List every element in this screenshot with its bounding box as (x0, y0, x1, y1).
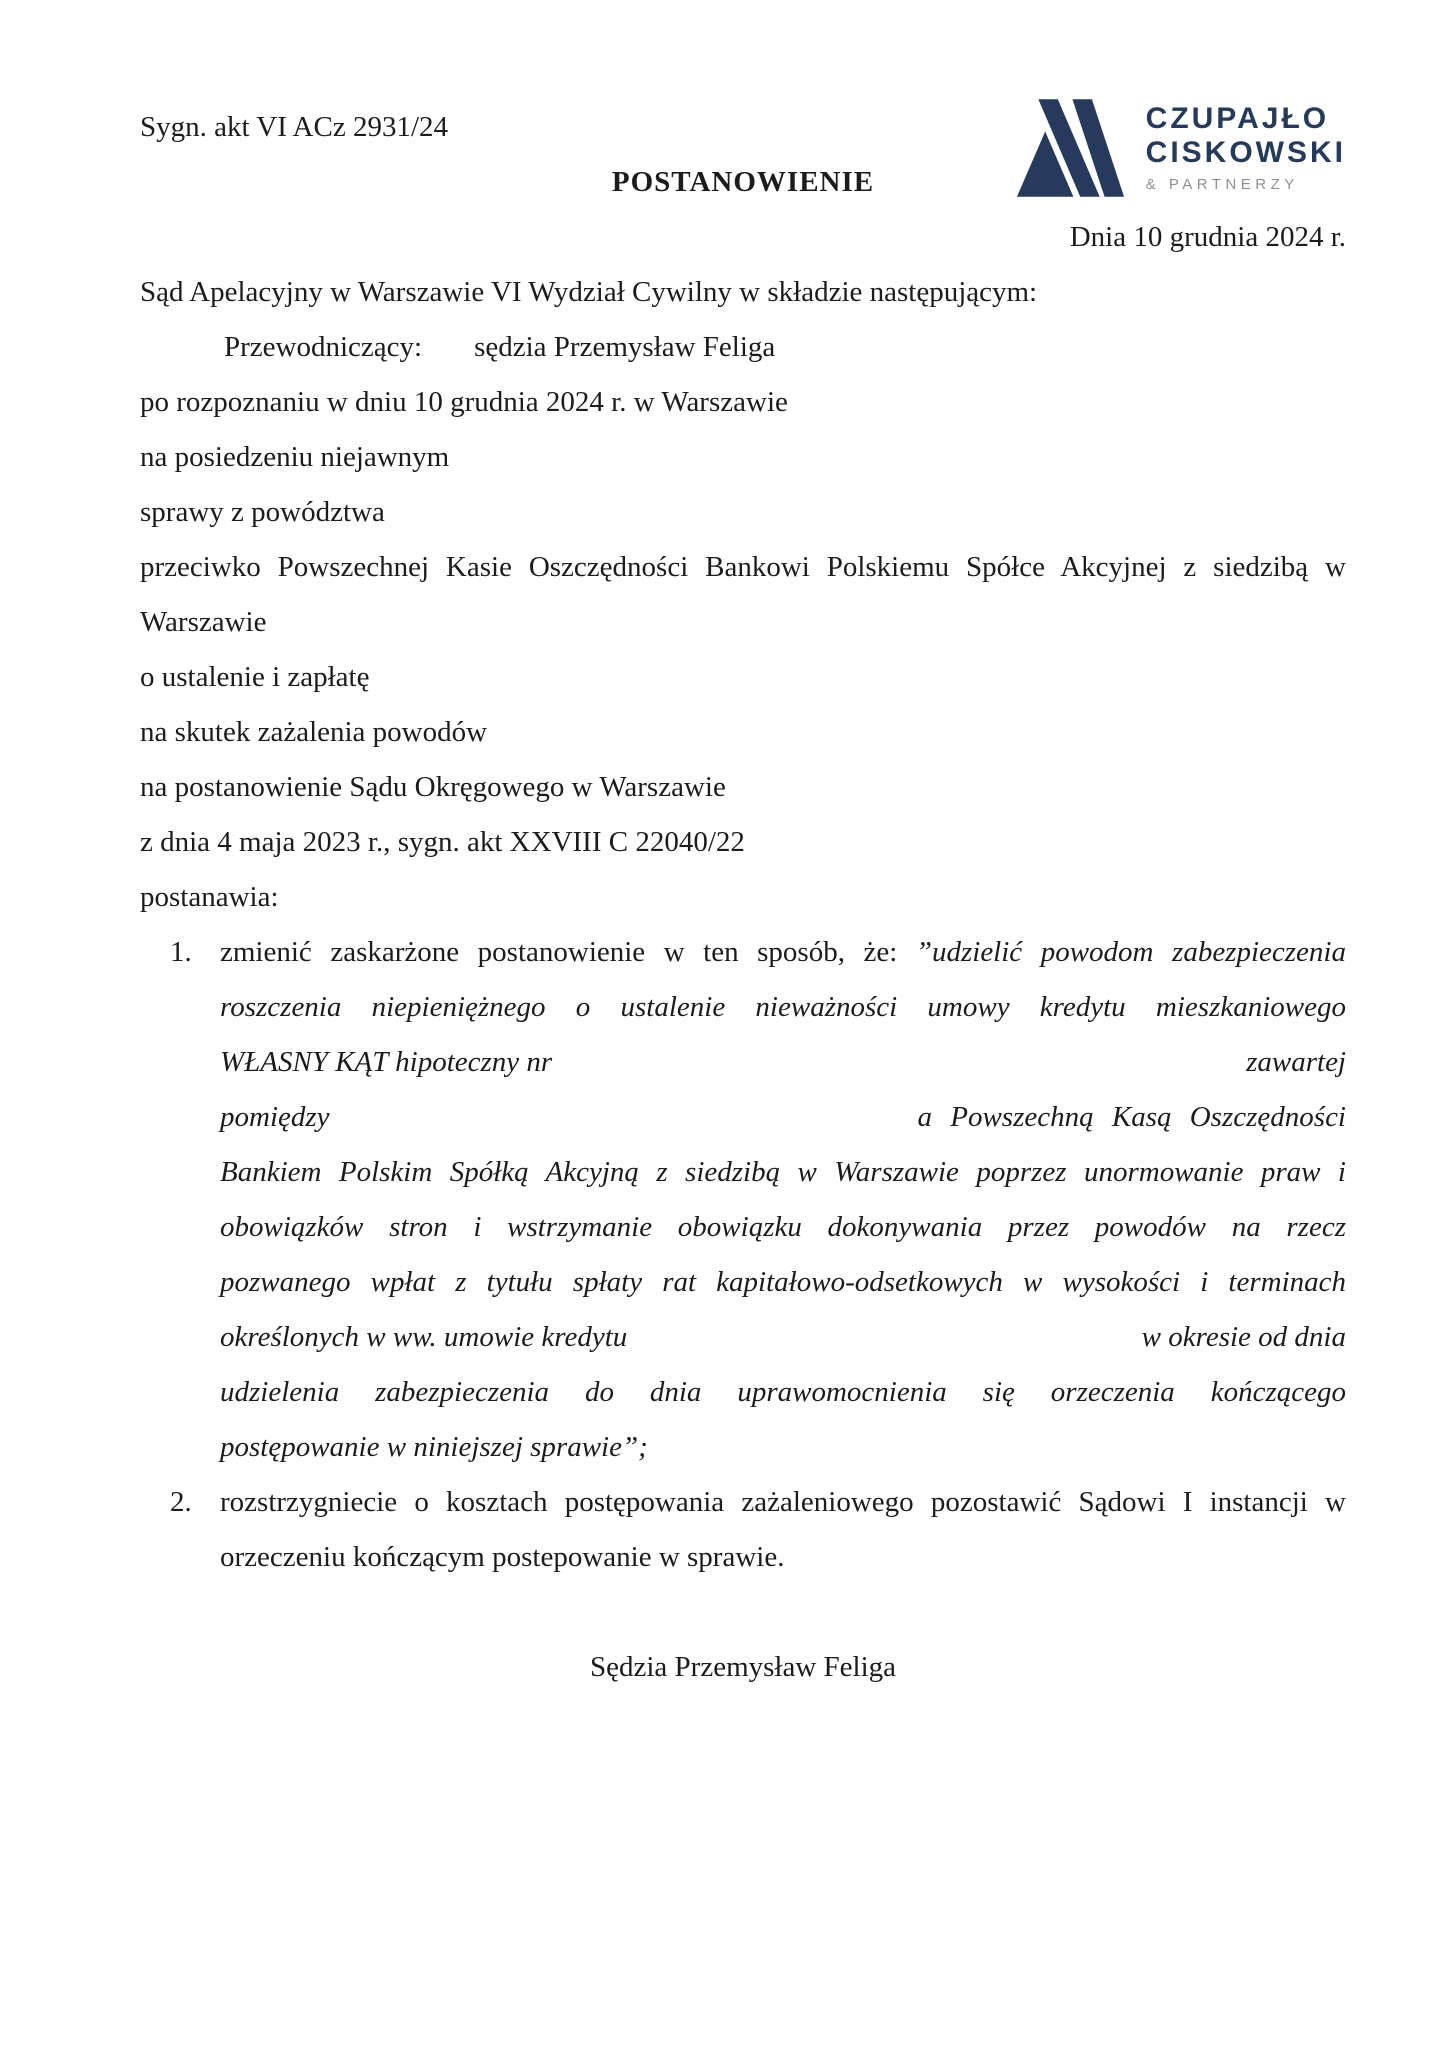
list-item-marker: 1. (170, 936, 192, 968)
text-segment: na skutek zażalenia powodów (140, 716, 488, 748)
text-segment: przeciwko Powszechnej Kasie Oszczędności Bankowi Polskiemu Spółce Akcyjnej z siedzibą w (140, 551, 1346, 583)
blank-line (140, 1585, 1346, 1640)
item-1-line-7 (140, 1255, 1346, 1310)
presiding-judge-line (140, 320, 1346, 375)
list-item-marker: 2. (170, 1486, 192, 1518)
redacted-gap (627, 1310, 1141, 1365)
text-segment: Warszawie (140, 606, 267, 638)
text-segment: Dnia 10 grudnia 2024 r. (1069, 221, 1346, 253)
signature-line (140, 1640, 1346, 1695)
item-2-line-2 (140, 1530, 1346, 1585)
text-segment: roszczenia niepieniężnego o ustalenie nieważności umowy kredytu mieszkaniowego (220, 991, 1346, 1023)
text-segment: zawartej (1246, 1046, 1346, 1078)
closed-session-line (140, 430, 1346, 485)
defendant-line-2 (140, 595, 1346, 650)
text-segment: Bankiem Polskim Spółką Akcyjną z siedzibą w Warszawie poprzez unormowanie praw i (220, 1156, 1346, 1188)
text-segment: sprawy z powództwa (140, 496, 385, 528)
text-segment: na posiedzeniu niejawnym (140, 441, 450, 473)
logo-name-line-2: CISKOWSKI (1145, 136, 1346, 169)
item-1-line-1 (140, 925, 1346, 980)
document-body (140, 100, 1346, 1695)
text-segment: ”udzielić powodom zabezpieczenia (915, 936, 1346, 968)
case-subject-line (140, 650, 1346, 705)
text-segment: obowiązków stron i wstrzymanie obowiązku dokonywania przez powodów na rzecz (220, 1211, 1346, 1243)
redacted-gap (552, 1035, 1246, 1090)
text-segment: postanawia: (140, 881, 279, 913)
item-1-line-5 (140, 1145, 1346, 1200)
text-segment: w okresie od dnia (1141, 1321, 1346, 1353)
text-segment: postępowanie w niniejszej sprawie”; (220, 1431, 648, 1463)
case-number (140, 100, 1346, 155)
court-composition-line (140, 265, 1346, 320)
hearing-date-line (140, 375, 1346, 430)
text-segment: WŁASNY KĄT hipoteczny nr (220, 1046, 553, 1078)
item-1-line-9 (140, 1365, 1346, 1420)
date-line (140, 210, 1346, 265)
text-segment: pomiędzy (220, 1101, 330, 1133)
appealed-order-date-line (140, 815, 1346, 870)
text-segment: na postanowienie Sądu Okręgowego w Warszawie (140, 771, 726, 803)
complaint-line (140, 705, 1346, 760)
text-segment: o ustalenie i zapłatę (140, 661, 370, 693)
item-1-line-8 (140, 1310, 1346, 1365)
item-1-line-6 (140, 1200, 1346, 1255)
text-segment: Sędzia Przemysław Feliga (589, 1651, 897, 1683)
text-segment: Sygn. akt VI ACz 2931/24 (140, 111, 448, 143)
decides-line (140, 870, 1346, 925)
appealed-order-line (140, 760, 1346, 815)
item-2-line-1 (140, 1475, 1346, 1530)
text-segment: z dnia 4 maja 2023 r., sygn. akt XXVIII C 22040/22 (140, 826, 745, 858)
defendant-line-1 (140, 540, 1346, 595)
item-1-line-4 (140, 1090, 1346, 1145)
text-segment: orzeczeniu kończącym postepowanie w sprawie. (220, 1541, 785, 1573)
item-1-line-10 (140, 1420, 1346, 1475)
text-segment: Przewodniczący: (224, 331, 423, 363)
text-segment: Sąd Apelacyjny w Warszawie VI Wydział Cywilny w składzie następującym: (140, 276, 1038, 308)
text-segment: udzielenia zabezpieczenia do dnia uprawomocnienia się orzeczenia kończącego (220, 1376, 1346, 1408)
text-segment: określonych w ww. umowie kredytu (220, 1321, 628, 1353)
redacted-gap (330, 1090, 918, 1145)
text-segment: pozwanego wpłat z tytułu spłaty rat kapitałowo-odsetkowych w wysokości i terminach (220, 1266, 1346, 1298)
claim-line (140, 485, 1346, 540)
text-segment: sędzia Przemysław Feliga (474, 331, 776, 363)
item-1-line-3 (140, 1035, 1346, 1090)
logo-partners-label: & PARTNERZY (1145, 176, 1299, 193)
text-segment: POSTANOWIENIE (611, 166, 875, 198)
item-1-line-2 (140, 980, 1346, 1035)
text-segment: po rozpoznaniu w dniu 10 grudnia 2024 r. w Warszawie (140, 386, 788, 418)
text-segment: a Powszechną Kasą Oszczędności (917, 1101, 1346, 1133)
text-segment: zmienić zaskarżone postanowienie w ten sposób, że: (220, 936, 916, 968)
text-segment: rozstrzygniecie o kosztach postępowania zażaleniowego pozostawić Sądowi I instancji w (220, 1486, 1346, 1518)
doc-title (140, 155, 1346, 210)
logo-name-line-1: CZUPAJŁO (1145, 102, 1330, 135)
